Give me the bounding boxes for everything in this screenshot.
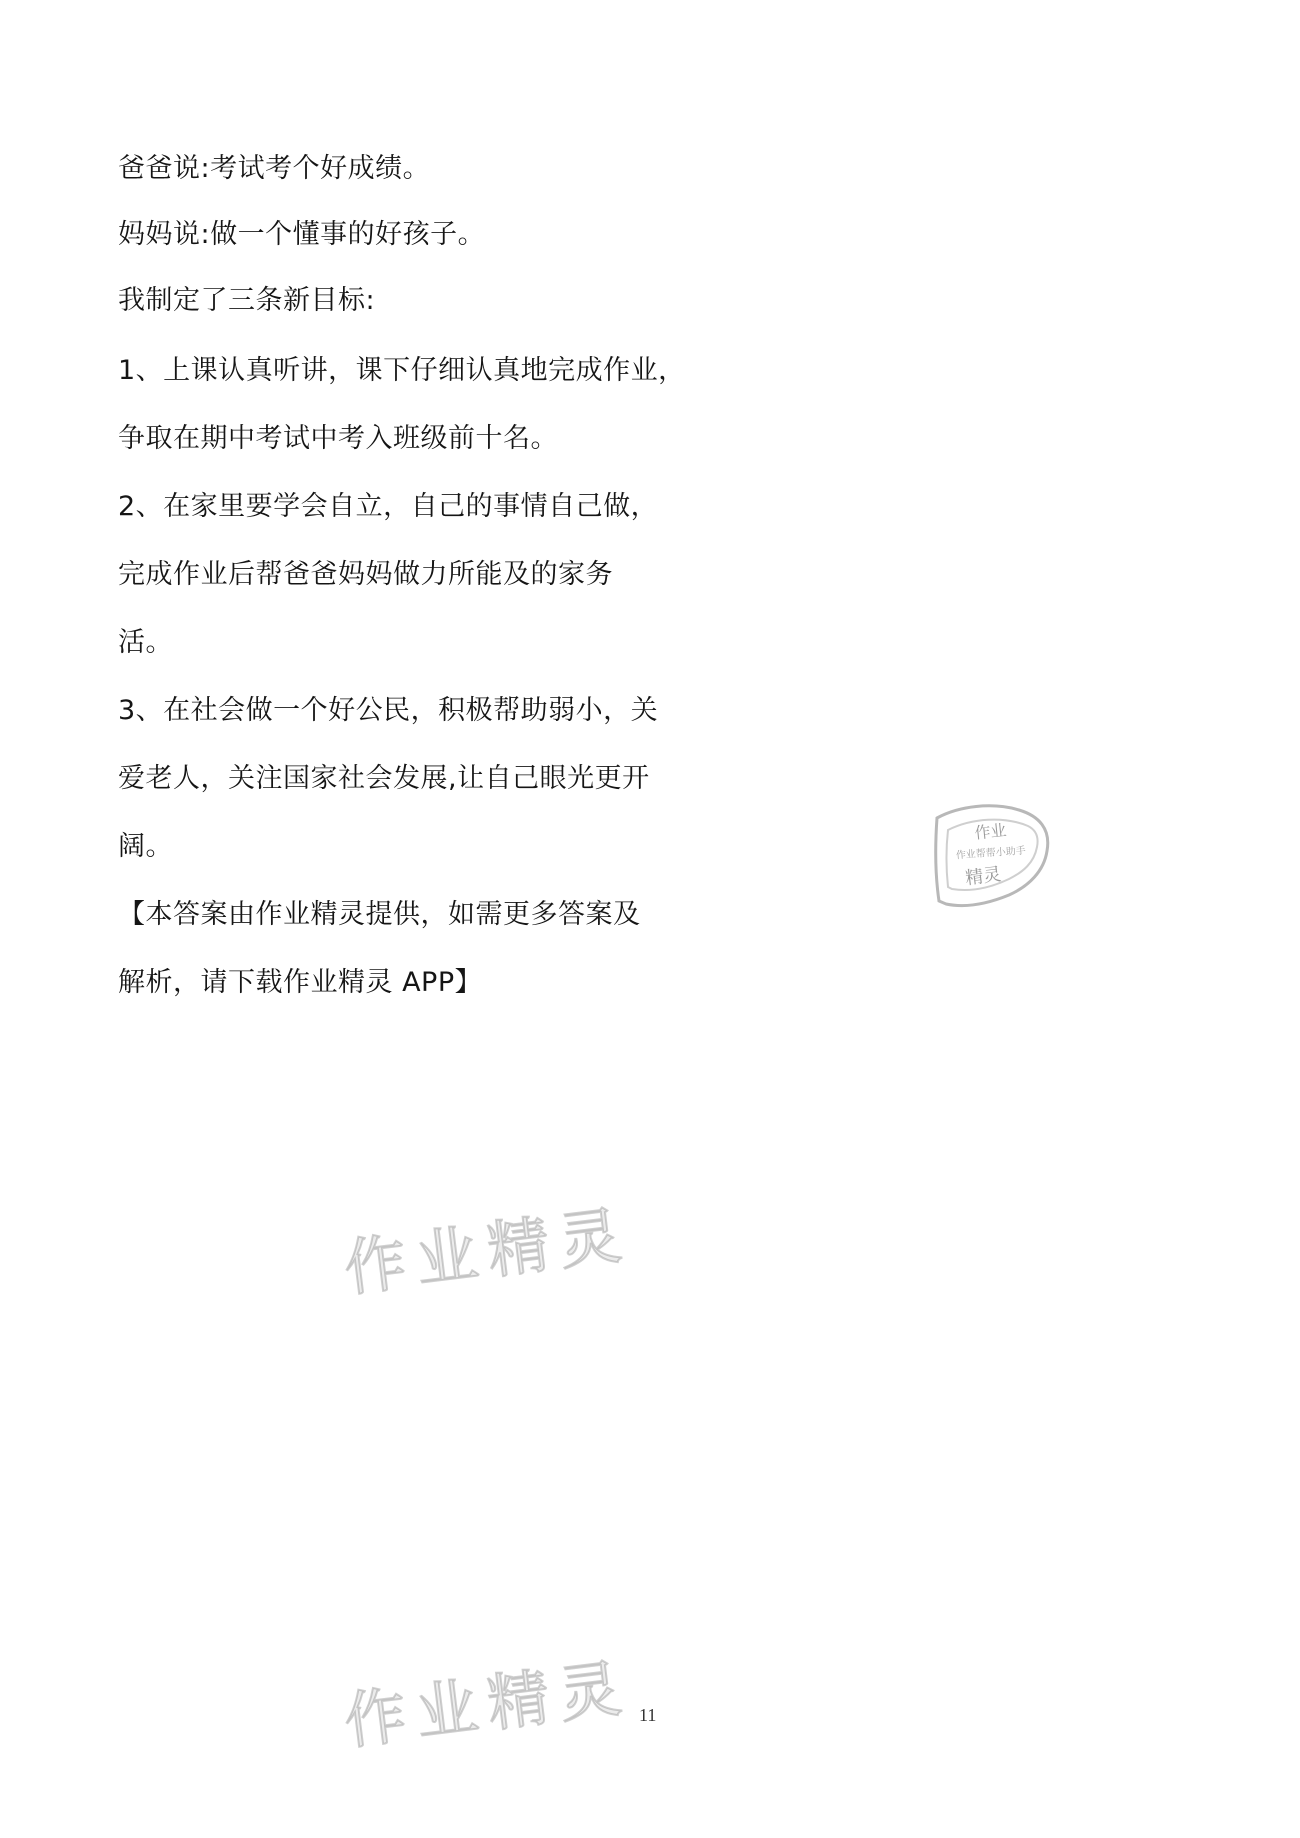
- text-line-4: 1、上课认真听讲，课下仔细认真地完成作业，: [118, 355, 686, 386]
- text-line-13: 解析，请下载作业精灵 APP】: [118, 967, 483, 998]
- page-number: 11: [639, 1705, 657, 1725]
- text-line-12: 【本答案由作业精灵提供，如需更多答案及: [118, 899, 641, 930]
- watermark-bottom: 作业精灵: [340, 1650, 635, 1759]
- stamp-ring-text: 作业帮帮小助手: [955, 845, 1027, 862]
- stamp-bottom-text: 精灵: [964, 863, 1003, 890]
- stamp-top-text: 作业: [973, 820, 1008, 843]
- text-line-9: 3、在社会做一个好公民，积极帮助弱小，关: [118, 695, 659, 726]
- text-line-6: 2、在家里要学会自立，自己的事情自己做，: [118, 491, 659, 522]
- watermark-middle: 作业精灵: [340, 1197, 635, 1306]
- text-line-5: 争取在期中考试中考入班级前十名。: [118, 423, 558, 454]
- text-line-8: 活。: [118, 627, 173, 658]
- text-line-3: 我制定了三条新目标:: [118, 285, 376, 316]
- text-line-1: 爸爸说:考试考个好成绩。: [118, 153, 431, 184]
- text-line-7: 完成作业后帮爸爸妈妈做力所能及的家务: [118, 559, 613, 590]
- text-line-10: 爱老人，关注国家社会发展,让自己眼光更开: [118, 763, 650, 794]
- text-line-11: 阔。: [118, 831, 173, 862]
- text-line-2: 妈妈说:做一个懂事的好孩子。: [118, 219, 486, 250]
- stamp-icon: [927, 798, 1055, 916]
